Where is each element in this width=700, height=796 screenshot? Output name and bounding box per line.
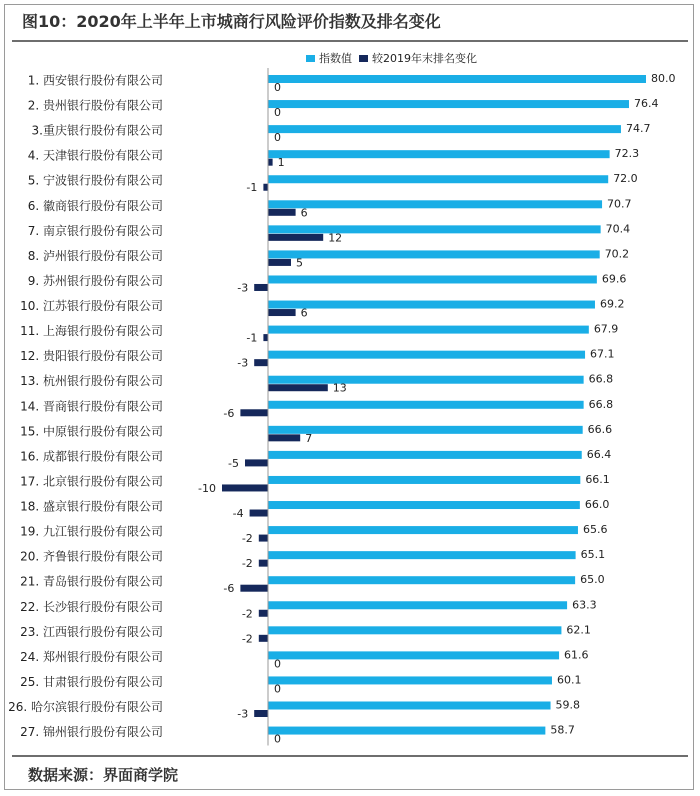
index-bar bbox=[268, 376, 584, 384]
rank-change-label: 0 bbox=[274, 732, 281, 746]
index-value-label: 59.8 bbox=[555, 698, 581, 712]
index-value-label: 66.1 bbox=[585, 472, 610, 486]
index-bar bbox=[268, 125, 621, 133]
category-label: 10. 江苏银行股份有限公司 bbox=[20, 299, 163, 314]
index-value-label: 76.4 bbox=[633, 97, 659, 111]
index-bar bbox=[268, 275, 597, 283]
category-label: 26. 哈尔滨银行股份有限公司 bbox=[8, 700, 163, 714]
index-bar bbox=[268, 576, 575, 584]
category-label: 14. 晋商银行股份有限公司 bbox=[20, 399, 163, 414]
category-label: 19. 九江银行股份有限公司 bbox=[20, 524, 163, 539]
category-label: 6. 徽商银行股份有限公司 bbox=[27, 198, 163, 213]
index-bar bbox=[268, 501, 580, 509]
category-label: 22. 长沙银行股份有限公司 bbox=[20, 599, 163, 614]
category-label: 25. 甘肃银行股份有限公司 bbox=[20, 674, 163, 689]
category-label: 5. 宁波银行股份有限公司 bbox=[27, 173, 163, 188]
index-bar bbox=[268, 551, 576, 559]
index-bar bbox=[268, 426, 583, 434]
rank-change-bar bbox=[268, 434, 300, 441]
rank-change-bar bbox=[263, 334, 268, 341]
rank-change-bar bbox=[268, 309, 296, 316]
legend-swatch-change bbox=[359, 55, 368, 62]
category-label: 16. 成都银行股份有限公司 bbox=[20, 449, 163, 464]
rank-change-bar bbox=[254, 284, 268, 291]
index-bar bbox=[268, 702, 551, 710]
category-label: 20. 齐鲁银行股份有限公司 bbox=[20, 549, 163, 564]
rank-change-label: -1 bbox=[246, 181, 258, 195]
rank-change-label: -5 bbox=[228, 456, 239, 470]
rank-change-bar bbox=[259, 535, 268, 542]
index-value-label: 74.7 bbox=[625, 122, 651, 136]
category-label: 15. 中原银行股份有限公司 bbox=[20, 424, 163, 439]
source-divider bbox=[12, 755, 688, 757]
index-value-label: 60.1 bbox=[556, 673, 582, 687]
category-label: 24. 郑州银行股份有限公司 bbox=[20, 649, 163, 664]
index-value-label: 66.6 bbox=[587, 422, 613, 436]
rank-change-bar bbox=[268, 234, 323, 241]
index-value-label: 66.8 bbox=[588, 372, 614, 386]
category-label: 2. 贵州银行股份有限公司 bbox=[27, 98, 163, 113]
rank-change-bar bbox=[240, 585, 268, 592]
index-bar bbox=[268, 676, 552, 684]
rank-change-bar bbox=[259, 610, 268, 617]
category-label: 27. 锦州银行股份有限公司 bbox=[20, 725, 163, 740]
index-bar bbox=[268, 351, 585, 359]
rank-change-label: -6 bbox=[223, 406, 235, 420]
category-label: 4. 天津银行股份有限公司 bbox=[27, 148, 163, 163]
rank-change-bar bbox=[254, 359, 268, 366]
index-value-label: 61.6 bbox=[564, 648, 589, 662]
rank-change-label: 0 bbox=[274, 106, 281, 120]
category-label: 18. 盛京银行股份有限公司 bbox=[20, 499, 163, 514]
index-bar bbox=[268, 727, 545, 735]
index-value-label: 69.2 bbox=[599, 297, 625, 311]
index-bar bbox=[268, 150, 610, 158]
rank-change-bar bbox=[240, 409, 268, 416]
index-series bbox=[268, 72, 676, 737]
category-label: 12. 贵阳银行股份有限公司 bbox=[20, 349, 163, 364]
source-note: 数据来源：界面商学院 bbox=[28, 766, 179, 784]
index-value-label: 62.1 bbox=[566, 623, 591, 637]
category-label: 7. 南京银行股份有限公司 bbox=[27, 223, 163, 238]
index-value-label: 65.1 bbox=[580, 548, 606, 562]
rank-change-label: -4 bbox=[232, 507, 244, 521]
index-bar bbox=[268, 401, 584, 409]
category-label: 17. 北京银行股份有限公司 bbox=[20, 474, 163, 489]
rank-change-label: 0 bbox=[274, 81, 281, 94]
rank-change-label: 6 bbox=[300, 306, 308, 320]
rank-change-label: -3 bbox=[237, 707, 249, 721]
rank-change-label: -3 bbox=[237, 281, 249, 295]
category-labels bbox=[8, 73, 163, 740]
legend-label-index: 指数值 bbox=[319, 52, 352, 65]
rank-change-bar bbox=[259, 560, 268, 567]
rank-change-label: 13 bbox=[332, 381, 347, 395]
index-bar bbox=[268, 451, 582, 459]
rank-change-bar bbox=[268, 384, 328, 391]
index-value-label: 70.7 bbox=[607, 197, 632, 211]
category-label: 8. 泸州银行股份有限公司 bbox=[27, 248, 163, 263]
category-label: 9. 苏州银行股份有限公司 bbox=[27, 273, 163, 288]
rank-change-bar bbox=[268, 259, 291, 266]
index-bar bbox=[268, 250, 600, 258]
rank-change-label: -2 bbox=[241, 632, 253, 646]
rank-change-bar bbox=[222, 484, 268, 491]
index-value-label: 80.0 bbox=[651, 72, 676, 85]
index-bar bbox=[268, 75, 646, 83]
index-value-label: 66.4 bbox=[586, 447, 612, 461]
index-bar bbox=[268, 100, 629, 108]
rank-change-bar bbox=[263, 184, 268, 191]
index-bar bbox=[268, 476, 580, 484]
rank-change-label: -2 bbox=[241, 557, 253, 571]
index-bar bbox=[268, 225, 601, 233]
index-bar bbox=[268, 626, 561, 634]
category-label: 21. 青岛银行股份有限公司 bbox=[20, 574, 163, 589]
rank-change-label: 1 bbox=[277, 156, 285, 170]
rank-change-label: 7 bbox=[305, 431, 313, 445]
category-label: 3.重庆银行股份有限公司 bbox=[31, 123, 163, 138]
legend-swatch-index bbox=[306, 55, 315, 62]
index-bar bbox=[268, 326, 589, 334]
index-value-label: 70.4 bbox=[605, 222, 631, 236]
index-value-label: 72.0 bbox=[613, 172, 638, 186]
rank-change-label: -2 bbox=[241, 607, 253, 621]
category-label: 23. 江西银行股份有限公司 bbox=[20, 624, 163, 639]
category-label: 13. 杭州银行股份有限公司 bbox=[20, 374, 163, 389]
index-bar bbox=[268, 200, 602, 208]
rank-change-label: -1 bbox=[246, 331, 258, 345]
index-value-label: 63.3 bbox=[572, 598, 597, 612]
category-label: 11. 上海银行股份有限公司 bbox=[20, 324, 163, 339]
rank-change-bar bbox=[245, 459, 268, 466]
rank-change-bar bbox=[259, 635, 268, 642]
rank-change-label: -3 bbox=[237, 356, 249, 370]
index-value-label: 67.9 bbox=[593, 322, 619, 336]
rank-change-label: 6 bbox=[300, 206, 308, 220]
index-value-label: 69.6 bbox=[601, 272, 627, 286]
index-value-label: 72.3 bbox=[614, 147, 640, 161]
index-bar bbox=[268, 651, 559, 659]
rank-change-bar bbox=[254, 710, 268, 717]
rank-change-bar bbox=[268, 159, 273, 166]
legend bbox=[306, 51, 477, 65]
index-value-label: 67.1 bbox=[590, 347, 615, 361]
index-bar bbox=[268, 601, 567, 609]
index-value-label: 66.0 bbox=[584, 498, 610, 512]
rank-change-bar bbox=[250, 510, 268, 517]
rank-change-label: -6 bbox=[223, 582, 235, 596]
index-value-label: 65.6 bbox=[582, 523, 608, 537]
rank-change-label: 0 bbox=[274, 657, 281, 671]
index-bar bbox=[268, 301, 595, 309]
rank-change-bar bbox=[268, 209, 296, 216]
rank-change-label: -10 bbox=[198, 481, 216, 495]
legend-label-change: 较2019年末排名变化 bbox=[372, 52, 477, 65]
rank-change-label: 12 bbox=[328, 231, 343, 245]
rank-change-label: 0 bbox=[274, 131, 281, 145]
rank-change-label: 0 bbox=[274, 682, 281, 696]
chart-title: 图10：2020年上半年上市城商行风险评价指数及排名变化 bbox=[22, 12, 441, 31]
index-value-label: 58.7 bbox=[550, 723, 575, 737]
index-bar bbox=[268, 526, 578, 534]
index-value-label: 70.2 bbox=[604, 247, 630, 261]
index-value-label: 65.0 bbox=[580, 573, 605, 587]
index-bar bbox=[268, 175, 608, 183]
category-label: 1. 西安银行股份有限公司 bbox=[27, 73, 163, 88]
rank-change-label: -2 bbox=[241, 532, 253, 546]
index-value-label: 66.8 bbox=[588, 397, 614, 411]
rank-change-label: 5 bbox=[296, 256, 303, 270]
